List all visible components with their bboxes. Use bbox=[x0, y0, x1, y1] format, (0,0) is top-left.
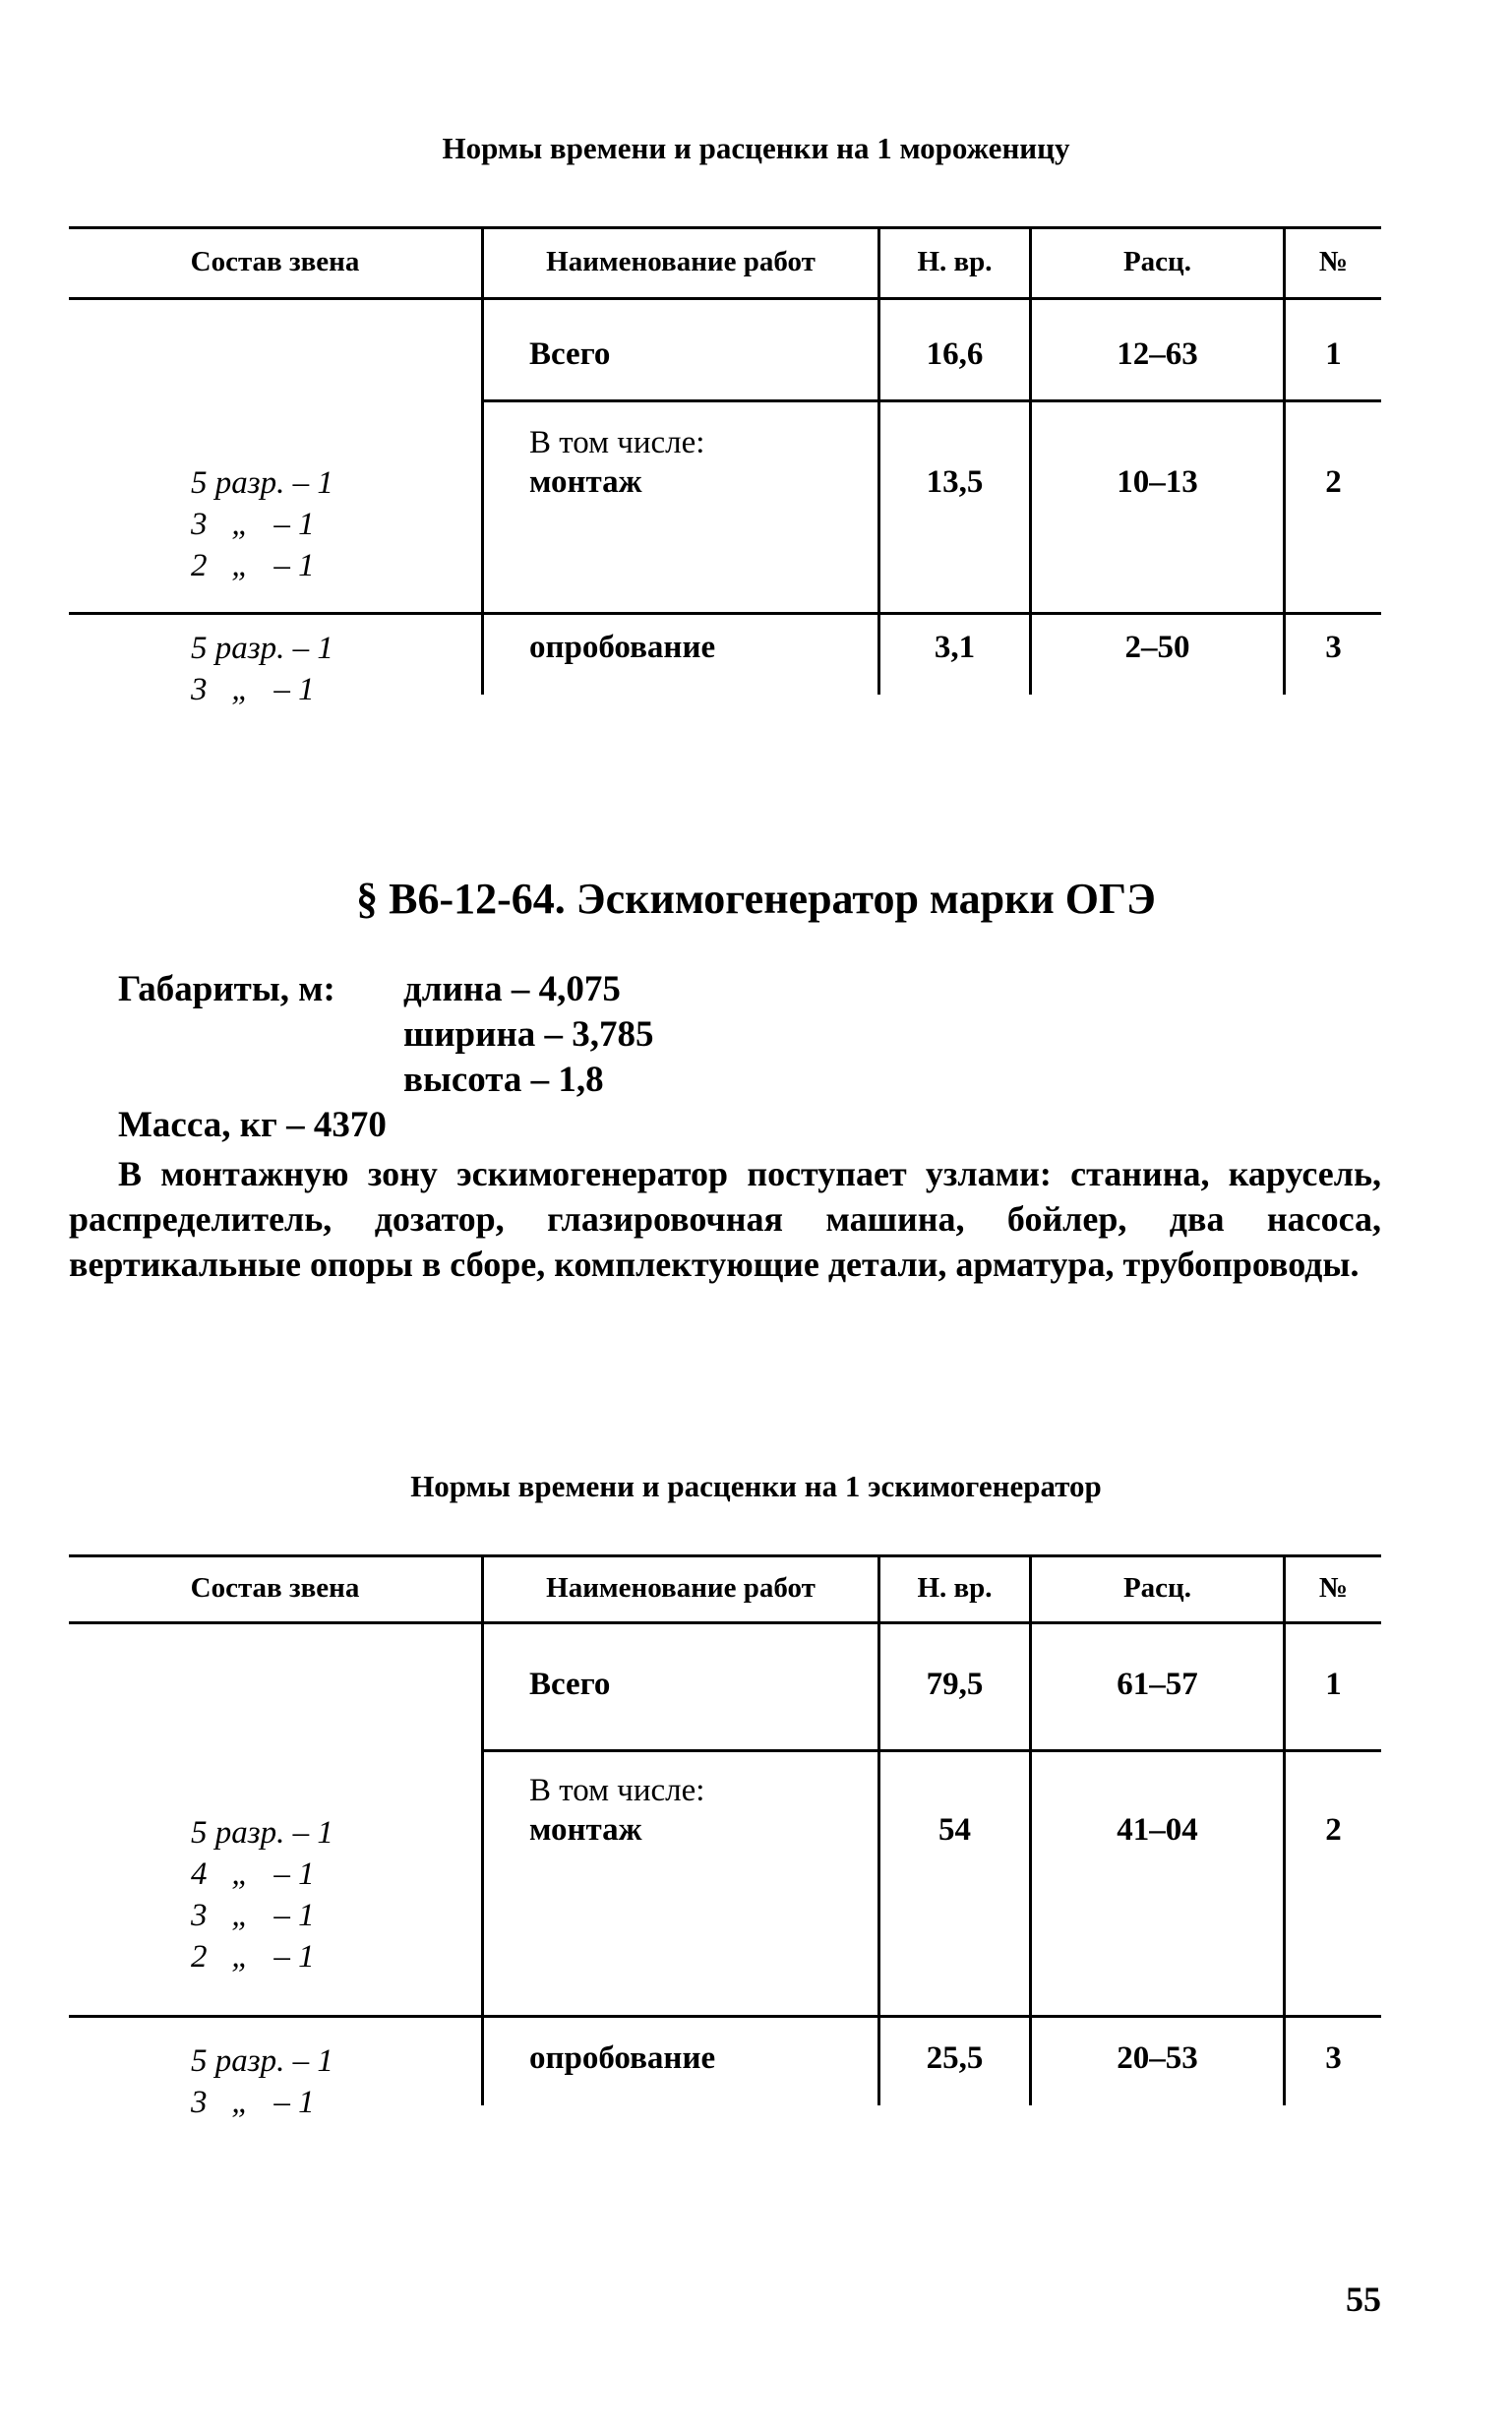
table1-row2-work: монтаж bbox=[529, 464, 642, 500]
table2-row3-sostav-1: 5 разр. – 1 bbox=[191, 2043, 333, 2079]
table1-header-nvr: Н. вр. bbox=[917, 246, 993, 277]
table2-header-nvr: Н. вр. bbox=[917, 1572, 993, 1604]
table1-top-rule bbox=[69, 226, 1381, 229]
table1-row1-work: Всего bbox=[529, 336, 611, 372]
table2-row2-rule bbox=[69, 2015, 1381, 2018]
table1-header-rule bbox=[69, 297, 1381, 300]
table2-row1-no: 1 bbox=[1325, 1667, 1342, 1702]
table2-row1-nvr: 79,5 bbox=[926, 1667, 984, 1702]
table1-row2-sostav-1: 5 разр. – 1 bbox=[191, 465, 333, 501]
table2-row2-sostav-4: 2 „ – 1 bbox=[191, 1939, 315, 1975]
table1-row2-sostav-3: 2 „ – 1 bbox=[191, 548, 315, 583]
table2-row1-rule bbox=[482, 1749, 1381, 1752]
table1-row1-nvr: 16,6 bbox=[926, 336, 984, 372]
table2-row2-work-sub: В том числе: bbox=[529, 1773, 705, 1808]
table1-row3-rasc: 2–50 bbox=[1124, 630, 1190, 665]
table2-row3-rasc: 20–53 bbox=[1117, 2040, 1198, 2076]
table1-row2-nvr: 13,5 bbox=[926, 464, 984, 500]
table1-row3-sostav-1: 5 разр. – 1 bbox=[191, 631, 333, 666]
table1-vrule-2 bbox=[877, 226, 880, 695]
table1-row3-work: опробование bbox=[529, 630, 716, 665]
table1-row2-sostav-2: 3 „ – 1 bbox=[191, 507, 315, 542]
page-number: 55 bbox=[1346, 2280, 1381, 2319]
table2-row2-sostav-1: 5 разр. – 1 bbox=[191, 1815, 333, 1851]
table2-header-rule bbox=[69, 1621, 1381, 1624]
dim-length: длина – 4,075 bbox=[403, 969, 621, 1009]
mass: Масса, кг – 4370 bbox=[118, 1105, 387, 1145]
table1-row2-rasc: 10–13 bbox=[1117, 464, 1198, 500]
dim-width: ширина – 3,785 bbox=[403, 1014, 654, 1055]
table2 bbox=[69, 1554, 1381, 2125]
table1-row1-rasc: 12–63 bbox=[1117, 336, 1198, 372]
table2-top-rule bbox=[69, 1554, 1381, 1557]
table2-row1-rasc: 61–57 bbox=[1117, 1667, 1198, 1702]
table2-row3-work: опробование bbox=[529, 2040, 716, 2076]
table1-row3-nvr: 3,1 bbox=[934, 630, 976, 665]
table1 bbox=[69, 226, 1381, 707]
table1-vrule-3 bbox=[1029, 226, 1032, 695]
table1-row2-work-sub: В том числе: bbox=[529, 425, 705, 460]
table2-row2-no: 2 bbox=[1325, 1812, 1342, 1848]
table2-header-no: № bbox=[1318, 1572, 1349, 1604]
table2-row3-sostav-2: 3 „ – 1 bbox=[191, 2085, 315, 2120]
table2-caption: Нормы времени и расценки на 1 эскимогенератор bbox=[410, 1469, 1102, 1503]
table2-row2-sostav-2: 4 „ – 1 bbox=[191, 1856, 315, 1892]
table1-row3-no: 3 bbox=[1325, 630, 1342, 665]
table1-row2-rule bbox=[69, 612, 1381, 615]
table2-row2-nvr: 54 bbox=[938, 1812, 971, 1848]
table2-header-work: Наименование работ bbox=[546, 1572, 816, 1604]
table1-header-no: № bbox=[1318, 246, 1349, 277]
table1-header-sostav: Состав звена bbox=[190, 246, 360, 277]
table1-header-rasc: Расц. bbox=[1122, 246, 1192, 277]
table1-row1-no: 1 bbox=[1325, 336, 1342, 372]
table2-row3-nvr: 25,5 bbox=[926, 2040, 984, 2076]
table1-row3-sostav-2: 3 „ – 1 bbox=[191, 672, 315, 707]
dims-label: Габариты, м: bbox=[118, 969, 335, 1009]
table2-row2-sostav-3: 3 „ – 1 bbox=[191, 1898, 315, 1933]
table1-caption: Нормы времени и расценки на 1 мороженицу bbox=[442, 131, 1070, 165]
table2-header-sostav: Состав звена bbox=[190, 1572, 360, 1604]
section-paragraph: В монтажную зону эскимогенератор поступает узлами: станина, карусель, распределитель, дозатор, глазировочная машина, бойлер, два насоса, вертикальные опоры в сборе, комплектующие детали, арматура, трубопроводы. bbox=[69, 1154, 1381, 1284]
section-title: § В6-12-64. Эскимогенератор марки ОГЭ bbox=[356, 875, 1156, 923]
table1-row1-rule bbox=[482, 399, 1381, 402]
table2-vrule-1 bbox=[481, 1554, 484, 2105]
table1-vrule-4 bbox=[1283, 226, 1286, 695]
table2-header-rasc: Расц. bbox=[1122, 1572, 1192, 1604]
table2-row2-work: монтаж bbox=[529, 1812, 642, 1848]
table2-row2-rasc: 41–04 bbox=[1117, 1812, 1198, 1848]
table2-row3-no: 3 bbox=[1325, 2040, 1342, 2076]
dim-height: высота – 1,8 bbox=[403, 1060, 604, 1100]
table1-row2-no: 2 bbox=[1325, 464, 1342, 500]
table1-header-work: Наименование работ bbox=[546, 246, 816, 277]
table1-vrule-1 bbox=[481, 226, 484, 695]
table2-row1-work: Всего bbox=[529, 1667, 611, 1702]
